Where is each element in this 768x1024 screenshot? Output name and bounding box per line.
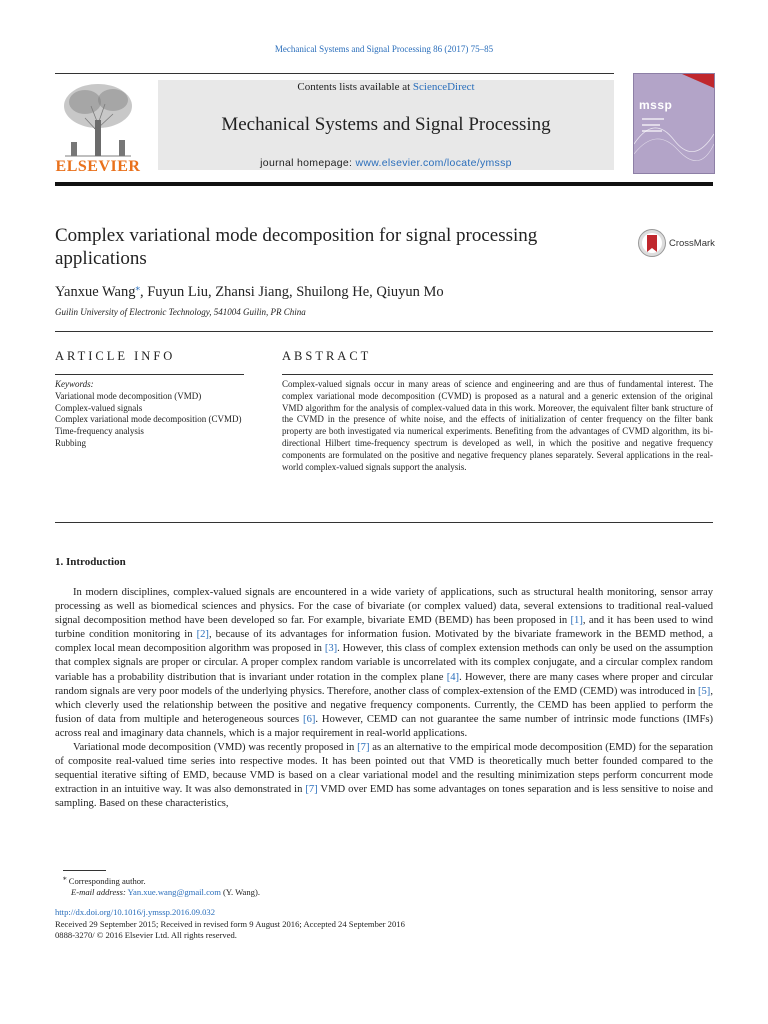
text-run: . However, this class of complex extension methods can only be used on the assumption that complex signals are proper or circular. A proper complex random variable is uncorrelated with its complex conjugate, and a circular complex random variable has a probability distribution that is invariant under rotation in the complex plane [55, 643, 713, 683]
corresponding-footnote [63, 873, 260, 887]
journal-title: Mechanical Systems and Signal Processing [221, 114, 551, 135]
copyright-line: 0888-3270/ © 2016 Elsevier Ltd. All rights reserved. [55, 930, 237, 940]
paragraph-1 [55, 586, 713, 741]
text-run: . However, CEMD can not guarantee the same number of intrinsic mode functions (IMFs) across real and imaginary data channels, which is a major requirement in real-world applications. [55, 713, 713, 739]
authors-rest[interactable]: , Fuyun Liu, Zhansi Jiang, Shuilong He, Qiuyun Mo [139, 283, 444, 300]
email-link[interactable]: Yan.xue.wang@gmail.com [127, 887, 221, 898]
citation-link[interactable]: [6] [303, 713, 316, 725]
citation-link[interactable]: [4] [446, 671, 460, 683]
journal-homepage [158, 157, 614, 169]
abstract-end-rule [55, 522, 713, 523]
keywords-label: Keywords: [55, 379, 94, 389]
abstract-rule [282, 374, 713, 375]
section-heading: 1. Introduction [55, 556, 126, 568]
footnote-rule [63, 870, 106, 871]
corresponding-marker[interactable]: ⁎ [135, 282, 140, 292]
affiliation: Guilin University of Electronic Technology, 541004 Guilin, PR China [55, 307, 306, 317]
citation-link[interactable]: [1] [570, 615, 583, 627]
corresponding-text: Corresponding author. [68, 875, 146, 886]
publication-info [55, 907, 405, 942]
citation-link[interactable]: [3] [324, 643, 338, 655]
article-info-heading: ARTICLE INFO [55, 349, 176, 363]
crossmark-label[interactable]: CrossMark [669, 238, 715, 249]
contents-prefix: Contents lists available at [297, 81, 413, 93]
text-run: . However, there are many cases where proper and circular random signals are very poor models of the underlying physics. Therefore, another class of complex-extension of the EMD (CEMD) was introduced in [55, 671, 713, 697]
homepage-prefix: journal homepage: [260, 157, 356, 169]
keyword-item: Complex variational mode decomposition (CVMD) [55, 414, 242, 425]
keyword-item: Rubbing [55, 437, 87, 448]
email-suffix: (Y. Wang). [220, 887, 260, 898]
abstract-heading: ABSTRACT [282, 349, 372, 363]
footnotes [63, 873, 260, 899]
received-dates: Received 29 September 2015; Received in revised form 9 August 2016; Accepted 24 September 2016 [55, 918, 405, 929]
email-label: E-mail address: [71, 887, 126, 898]
keywords-block [55, 379, 245, 450]
title-rule [55, 331, 713, 332]
doi-link[interactable]: http://dx.doi.org/10.1016/j.ymssp.2016.09.032 [55, 907, 216, 917]
cover-title: mssp [639, 98, 673, 112]
sciencedirect-link[interactable]: ScienceDirect [412, 81, 475, 93]
footnote-marker: ⁎ [63, 874, 67, 882]
text-run: as an alternative to the empirical mode decomposition (EMD) for the separation of composite real-valued time series into respective modes. It has been pointed out that VMD is theoretically much better founded compared to the sequential iterative sifting of EMD, because VMD is based on a clear variational model and the resulting minimization steps perform concurrent mode extraction in an intuitive way. It was also demonstrated in [55, 742, 713, 796]
contents-line [158, 81, 614, 93]
text-run: VMD over EMD has some advantages on tones separation and is less sensitive to noise and sampling. Based on these characteristics, [55, 784, 713, 810]
journal-cover-thumbnail[interactable] [633, 73, 715, 174]
text-run: , and it has been used to wind turbine condition monitoring in [55, 615, 713, 641]
article-info-rule [55, 374, 244, 375]
text-run: Variational mode decomposition (VMD) was recently proposed in [73, 742, 358, 754]
text-run: In modern disciplines, complex-valued signals are encountered in a wide variety of applications, such as structural health monitoring, sensor array processing as well as biomedical sciences and physics. For the case of bivariate (or complex valued) data, several extensions to traditional real-valued signal decomposition method have been developed so far. For example, bivariate EMD (BEMD) has been proposed in [55, 587, 713, 627]
body-text [55, 586, 713, 812]
citation-link[interactable]: [7] [357, 742, 370, 754]
article-title: Complex variational mode decomposition for signal processing applications [55, 225, 538, 269]
citation-link[interactable]: [5] [697, 685, 711, 697]
email-footnote [63, 887, 260, 899]
keyword-item: Complex-valued signals [55, 402, 143, 413]
keyword-item: Variational mode decomposition (VMD) [55, 390, 202, 401]
keyword-item: Time-frequency analysis [55, 426, 144, 437]
abstract-text: Complex-valued signals occur in many areas of science and engineering and are thus of fundamental interest. The complex variational mode decomposition (CVMD) is proposed as a natural and a generic extension of the original VMD algorithm for the analysis of complex-valued data in this work. Moreover, the equivalent filter bank structure of the CVMD in the presence of white noise, and the effects of initialization of center frequency on the filter bank property are both investigated via numerical experiments. Benefiting from the advantages of CVMD algorithm, its bi-directional Hilbert time-frequency spectrum is developed as well, in which the positive and negative frequency components are formulated on the positive and negative frequency planes separately. Several applications in the real-world complex-valued signals support the analysis. [282, 379, 713, 472]
journal-citation[interactable]: Mechanical Systems and Signal Processing 86 (2017) 75–85 [274, 44, 494, 54]
crossmark-icon [637, 228, 667, 258]
author-first[interactable]: Yanxue Wang [55, 283, 136, 300]
elsevier-wordmark: ELSEVIER [55, 158, 141, 175]
homepage-link[interactable]: www.elsevier.com/locate/ymssp [355, 157, 512, 169]
paragraph-2 [55, 741, 713, 811]
citation-link[interactable]: [2] [196, 629, 209, 641]
citation-link[interactable]: [7] [305, 784, 318, 796]
header-thick-rule [55, 182, 713, 186]
text-run: , which cleverly used the relationship between the positive and negative frequency components. Currently, the CEMD has been applied to perform the fusion of data from multiple and heterogeneous sources [55, 685, 713, 725]
author-list [55, 282, 444, 301]
header-rule [55, 73, 614, 74]
text-run: , because of its advantages for information fusion. Motivated by the bivariate framework in the BEMD method, a complex local mean decomposition algorithm was proposed in [55, 629, 713, 655]
